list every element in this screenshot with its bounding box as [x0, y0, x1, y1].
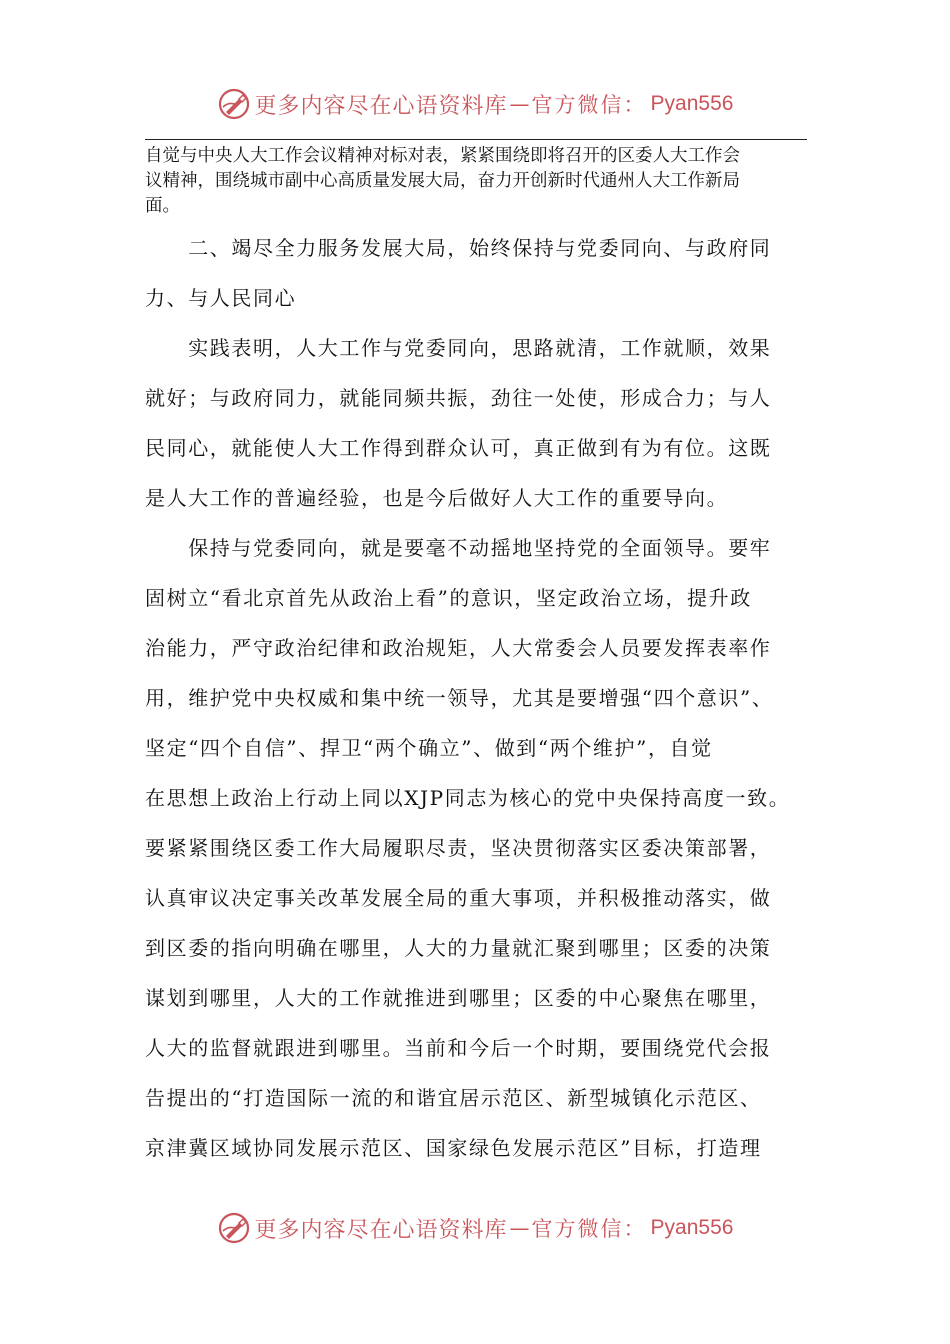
banner-wechat-label: 官方微信：	[531, 93, 647, 117]
text-line: 京津冀区域协同发展示范区、国家绿色发展示范区”目标，打造理	[145, 1136, 762, 1160]
banner-separator: —	[509, 1216, 530, 1240]
text-line: 就好；与政府同力，就能同频共振，劲往一处使，形成合力；与人	[145, 386, 772, 410]
text-line: 在思想上政治上行动上同以XJP同志为核心的党中央保持高度一致。	[145, 786, 791, 810]
section-heading-line: 力、与人民同心	[145, 286, 297, 310]
text-line: 是人大工作的普遍经验，也是今后做好人大工作的重要导向。	[145, 486, 729, 510]
carryover-paragraph	[145, 144, 810, 219]
text-line: 实践表明，人大工作与党委同向，思路就清，工作就顺，效果	[145, 336, 772, 360]
header-banner	[0, 84, 950, 124]
text-line: 民同心，就能使人大工作得到群众认可，真正做到有为有位。这既	[145, 436, 772, 460]
banner-separator: —	[509, 92, 530, 116]
document-body	[145, 223, 815, 1173]
text-line: 自觉与中央人大工作会议精神对标对表，紧紧围绕即将召开的区委人大工作会	[145, 146, 740, 166]
pen-nib-icon	[217, 1211, 251, 1245]
banner-brand-text: 更多内容尽在心语资料库	[254, 93, 508, 119]
text-line: 议精神，围绕城市副中心高质量发展大局，奋力开创新时代通州人大工作新局	[145, 171, 740, 191]
text-line: 用，维护党中央权威和集中统一领导，尤其是要增强“四个意识”、	[145, 686, 774, 710]
banner-brand-text: 更多内容尽在心语资料库	[254, 1217, 508, 1243]
text-line: 固树立“看北京首先从政治上看”的意识，坚定政治立场，提升政	[145, 586, 752, 610]
text-line: 告提出的“打造国际一流的和谐宜居示范区、新型城镇化示范区、	[145, 1086, 762, 1110]
text-line: 谋划到哪里，人大的工作就推进到哪里；区委的中心聚焦在哪里，	[145, 986, 772, 1010]
section-heading-line: 二、竭尽全力服务发展大局，始终保持与党委同向、与政府同	[145, 236, 772, 260]
text-line: 面。	[145, 196, 180, 216]
header-divider	[145, 139, 807, 140]
pen-nib-icon	[217, 87, 251, 121]
text-line: 坚定“四个自信”、捍卫“两个确立”、做到“两个维护”，自觉	[145, 736, 713, 760]
text-line: 认真审议决定事关改革发展全局的重大事项，并积极推动落实，做	[145, 886, 772, 910]
text-line: 要紧紧围绕区委工作大局履职尽责，坚决贯彻落实区委决策部署，	[145, 836, 772, 860]
text-line: 到区委的指向明确在哪里，人大的力量就汇聚到哪里；区委的决策	[145, 936, 772, 960]
banner-wechat-label: 官方微信：	[531, 1217, 647, 1241]
footer-banner	[0, 1208, 950, 1248]
text-line: 保持与党委同向，就是要毫不动摇地坚持党的全面领导。要牢	[145, 536, 772, 560]
text-line: 治能力，严守政治纪律和政治规矩，人大常委会人员要发挥表率作	[145, 636, 772, 660]
banner-wechat-handle: Pyan556	[650, 1216, 734, 1239]
text-line: 人大的监督就跟进到哪里。当前和今后一个时期，要围绕党代会报	[145, 1036, 772, 1060]
banner-wechat-handle: Pyan556	[650, 92, 734, 115]
